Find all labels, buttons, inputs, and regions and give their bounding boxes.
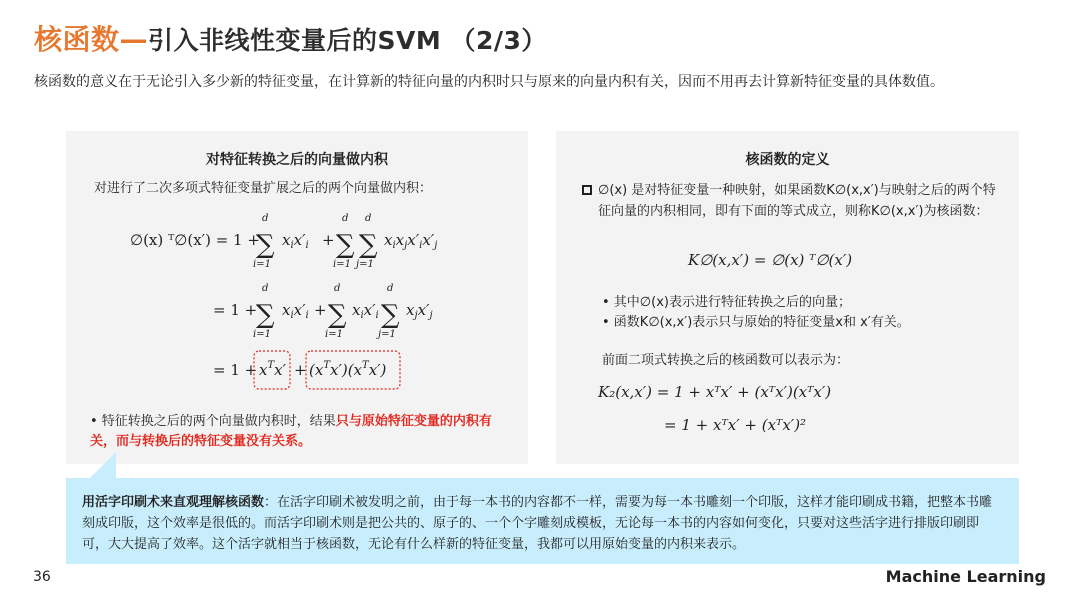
svg-text:∑: ∑	[256, 300, 275, 330]
svg-text:d: d	[262, 213, 269, 224]
svg-text:i=1: i=1	[253, 329, 271, 340]
kernel-note-2: • 函数K∅(x,x′)表示只与原始的特征变量x和 x′有关。	[602, 315, 910, 330]
svg-text:d: d	[262, 283, 269, 294]
left-panel-subtitle: 对进行了二次多项式特征变量扩展之后的两个向量做内积：	[94, 181, 433, 196]
poly-kernel-intro: 前面二项式转换之后的核函数可以表示为：	[602, 353, 850, 368]
analogy-callout	[66, 478, 1019, 564]
equation-line-1	[130, 213, 437, 270]
svg-text:(xTx′)(xTx′): $(x^Tx')(x^Tx')$	[309, 360, 387, 379]
svg-text:+: +	[294, 361, 307, 379]
callout-pointer	[88, 452, 116, 480]
svg-text:∑: ∑	[359, 230, 378, 260]
svg-text:xjx′j: $x_jx'_j$	[406, 301, 433, 321]
svg-text:+: +	[322, 231, 335, 249]
left-panel-title: 对特征转换之后的向量做内积	[206, 152, 388, 168]
kernel-definition: ∅(x) 是对特征变量一种映射，如果函数K∅(x,x′)与映射之后的两个特征向量的内积相同，即有下面的等式成立，则称K∅(x,x′)为核函数：	[598, 183, 996, 219]
callout-label: 用活字印刷术来直观理解核函数	[82, 495, 265, 510]
svg-text:d: d	[387, 283, 394, 294]
svg-text:∑: ∑	[328, 300, 347, 330]
svg-text:j=1: j=1	[378, 329, 396, 340]
svg-text:i=1: i=1	[325, 329, 343, 340]
svg-text:xixjx′ix′j: $x_ix_jx'_ix'_j$	[384, 231, 438, 251]
footer-brand: Machine Learning	[885, 567, 1046, 586]
left-panel-conclusion: • 特征转换之后的两个向量做内积时，结果只与原始特征变量的内积有关，而与转换后的特征变量没有关系。	[90, 414, 492, 449]
title-accent: 核函数—	[34, 23, 149, 56]
svg-text:i=1: i=1	[253, 259, 271, 270]
poly-kernel-equation-2: = 1 + xᵀx′ + (xᵀx′)²	[664, 416, 807, 434]
svg-text:∑: ∑	[381, 300, 400, 330]
svg-text:d: d	[342, 213, 349, 224]
right-panel	[556, 131, 1019, 464]
svg-text:xix′i: $x_ix'_i$	[282, 231, 309, 251]
right-panel-title: 核函数的定义	[745, 152, 830, 168]
svg-text:xix′i: $x_ix'_i$	[352, 301, 379, 321]
slide-title	[34, 18, 547, 58]
poly-kernel-equation-1: K₂(x,x′) = 1 + xᵀx′ + (xᵀx′)(xᵀx′)	[598, 383, 832, 401]
svg-text:xTx′: $x^Tx'$	[259, 360, 287, 379]
equation-line-2	[213, 283, 433, 340]
equation-line-3	[213, 351, 400, 389]
eq2-lhs: = 1 +	[213, 301, 258, 319]
eq1-lhs: ∅(x) ᵀ∅(x′) = 1 +	[130, 231, 260, 249]
svg-text:∑: ∑	[336, 230, 355, 260]
left-panel	[66, 131, 528, 464]
svg-text:+: +	[314, 301, 327, 319]
svg-text:xix′i: $x_ix'_i$	[282, 301, 309, 321]
title-rest: 引入非线性变量后的SVM （2/3）	[148, 26, 547, 55]
inner-product-derivation	[66, 209, 528, 409]
kernel-equation: K∅(x,x′) = ∅(x) ᵀ∅(x′)	[688, 251, 853, 269]
eq3-lhs: = 1 +	[213, 361, 258, 379]
svg-text:d: d	[365, 213, 372, 224]
svg-text:∑: ∑	[256, 230, 275, 260]
svg-text:d: d	[334, 283, 341, 294]
kernel-note-1: • 其中∅(x)表示进行特征转换之后的向量；	[602, 295, 851, 310]
callout-text: ：在活字印刷术被发明之前，由于每一本书的内容都不一样，需要为每一本书雕刻一个印版，这样才能印刷成书籍，把整本书雕刻成印版，这个效率是很低的。而活字印刷术则是把公共的、原子的、一个个字雕刻成模板，无论每一本书的内容如何变化，只要对这些活字进行排版印刷即可，大大提高了效率。这个活字就相当于核函数，无论有什么样新的特征变量，我都可以用原始变量的内积来表示。	[82, 495, 993, 552]
svg-text:i=1: i=1	[333, 259, 351, 270]
svg-text:j=1: j=1	[356, 259, 374, 270]
intro-paragraph: 核函数的意义在于无论引入多少新的特征变量，在计算新的特征向量的内积时只与原来的向量内积有关，因而不用再去计算新特征变量的具体数值。	[34, 74, 944, 90]
square-bullet-icon	[582, 185, 592, 195]
page-number: 36	[33, 569, 51, 585]
